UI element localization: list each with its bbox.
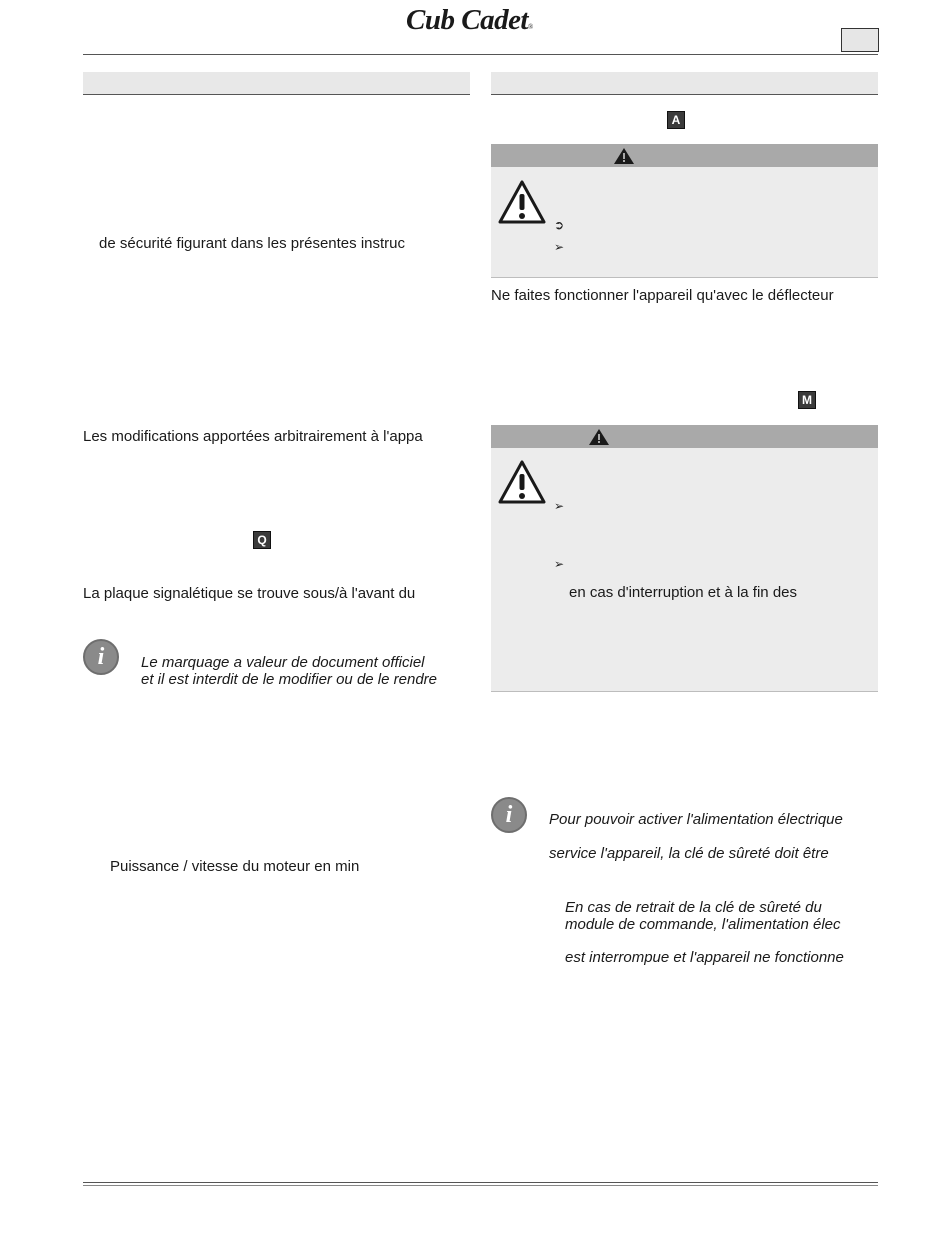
warning-1-body: [491, 167, 878, 278]
rating-plate-text: La plaque signalétique se trouve sous/à l'avant du: [83, 585, 416, 602]
modifications-text: Les modifications apportées arbitrairement à l'appa: [83, 428, 423, 445]
warning-1-header: [491, 144, 878, 167]
arrowhead-bullet-icon: ➢: [554, 240, 565, 254]
right-section-header: [491, 72, 878, 95]
warning-small-icon: [613, 147, 635, 165]
info-note-right-line-5: est interrompue et l'appareil ne fonctionne: [565, 949, 844, 966]
info-note-right-line-1: Pour pouvoir activer l'alimentation électrique: [549, 811, 843, 828]
warning-triangle-icon: [497, 179, 547, 225]
warning-small-icon: [588, 428, 610, 446]
registered-mark: ®: [528, 23, 533, 31]
info-note-line-2: et il est interdit de le modifier ou de le rendre: [141, 671, 437, 688]
footer-rule: [83, 1182, 878, 1183]
warning-triangle-icon: [497, 459, 547, 505]
info-icon: i: [83, 639, 119, 675]
safety-instructions-text: de sécurité figurant dans les présentes instruc: [99, 235, 405, 252]
info-note-line-1: Le marquage a valeur de document officiel: [141, 654, 425, 671]
left-section-header: [83, 72, 470, 95]
arrowhead-bullet-icon: ➢: [554, 557, 565, 571]
info-note-right-line-4: module de commande, l'alimentation élec: [565, 916, 841, 933]
engine-power-text: Puissance / vitesse du moteur en min: [110, 858, 360, 875]
info-note-right-line-3: En cas de retrait de la clé de sûreté du: [565, 899, 822, 916]
footer-rule-secondary: [83, 1185, 878, 1186]
arrowhead-bullet-icon: ➢: [554, 499, 565, 513]
figure-badge-a: A: [667, 111, 685, 129]
brand-name: Cub Cadet: [406, 4, 528, 36]
deflector-text: Ne faites fonctionner l'appareil qu'avec le déflecteur: [491, 287, 834, 304]
header-rule: [83, 54, 878, 55]
brand-logo: [406, 4, 533, 37]
warning-2-body: [491, 448, 878, 692]
rating-plate-badge: Q: [253, 531, 271, 549]
warning-2-header: [491, 425, 878, 448]
page-number-box: [841, 28, 879, 52]
figure-badge-m: M: [798, 391, 816, 409]
info-note-right-line-2: service l'appareil, la clé de sûreté doit être: [549, 845, 829, 862]
circular-arrow-bullet-icon: ➲: [554, 218, 565, 232]
warning-2-text: en cas d'interruption et à la fin des: [569, 584, 798, 601]
info-icon: i: [491, 797, 527, 833]
